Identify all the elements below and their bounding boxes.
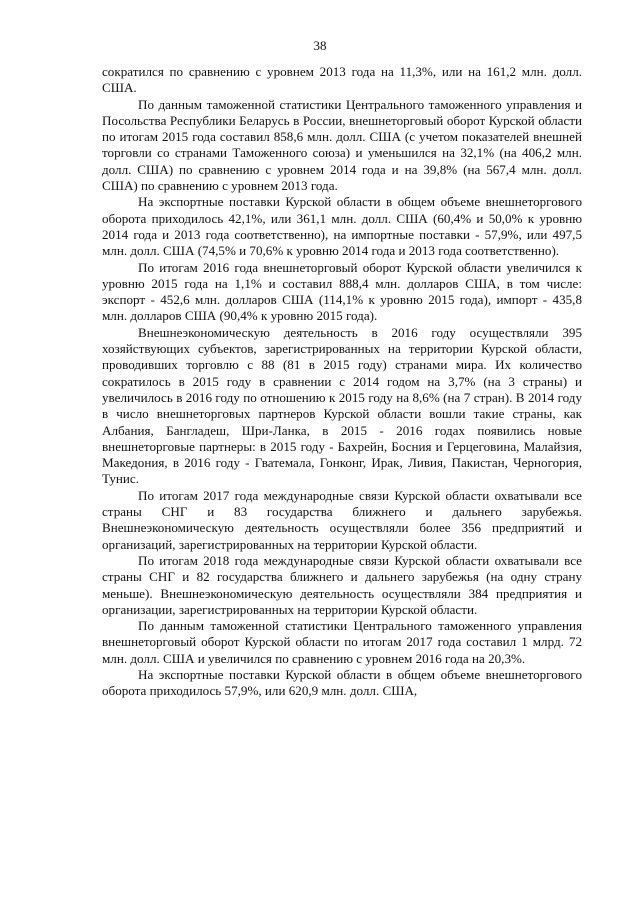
paragraph-trade-turnover-2015: По данным таможенной статистики Центрального таможенного управления и Посольства Республики Беларусь в России, внешнеторговый оборот Курской области по итогам 2015 года составил 858,6 млн. долл. США (с учетом показателей внешней торговли со странами Таможенного союза) и уменьшился на 32,1% (на 406,2 млн. долл. США) по сравнению с уровнем 2014 года и на 39,8% (на 567,4 млн. долл. США) по сравнению с уровнем 2013 года. <box>102 96 582 194</box>
paragraph-international-relations-2018: По итогам 2018 года международные связи Курской области охватывали все страны СНГ и 82 государства ближнего и дальнего зарубежья (на одну страну меньше). Внешнеэкономическую деятельность осуществляли 384 предприятия и организации, зарегистрированных на территории Курской области. <box>102 552 582 617</box>
paragraph-export-import-2015: На экспортные поставки Курской области в общем объеме внешнеторгового оборота приходилось 42,1%, или 361,1 млн. долл. США (60,4% и 50,0% к уровню 2014 года и 2013 года соответственно), на импортные поставки - 57,9%, или 497,5 млн. долл. США (74,5% и 70,6% к уровню 2014 года и 2013 года соответственно). <box>102 194 582 259</box>
document-body <box>102 64 582 700</box>
paragraph-export-share-2017: На экспортные поставки Курской области в общем объеме внешнеторгового оборота приходилось 57,9%, или 620,9 млн. долл. США, <box>102 666 582 699</box>
paragraph-foreign-economic-activity-2016: Внешнеэкономическую деятельность в 2016 году осуществляли 395 хозяйствующих субъектов, зарегистрированных на территории Курской области, проводивших торговлю с 88 (81 в 2015 году) странами мира. Их количество сократилось в 2015 году в сравнении с 2014 годом на 3,7% (на 3 страны) и увеличилось в 2016 году по отношению к 2015 году на 8,6% (на 7 стран). В 2014 году в число внешнеторговых партнеров Курской области вошли такие страны, как Албания, Бангладеш, Шри-Ланка, в 2015 - 2016 годах появились новые внешнеторговые партнеры: в 2015 году - Бахрейн, Босния и Герцеговина, Малайзия, Македония, в 2016 году - Гватемала, Гонконг, Ирак, Ливия, Пакистан, Черногория, Тунис. <box>102 324 582 487</box>
paragraph-continuation: сократился по сравнению с уровнем 2013 года на 11,3%, или на 161,2 млн. долл. США. <box>102 64 582 96</box>
paragraph-international-relations-2017: По итогам 2017 года международные связи Курской области охватывали все страны СНГ и 83 государства ближнего и дальнего зарубежья. Внешнеэкономическую деятельность осуществляли более 356 предприятий и организаций, зарегистрированных на территории Курской области. <box>102 487 582 552</box>
page-number: 38 <box>313 38 327 53</box>
paragraph-trade-turnover-2016: По итогам 2016 года внешнеторговый оборот Курской области увеличился к уровню 2015 года на 1,1% и составил 888,4 млн. долларов США, в том числе: экспорт - 452,6 млн. долларов США (114,1% к уровню 2015 года), импорт - 435,8 млн. долларов США (90,4% к уровню 2015 года). <box>102 259 582 324</box>
paragraph-trade-turnover-2017: По данным таможенной статистики Центрального таможенного управления внешнеторговый оборот Курской области по итогам 2017 года составил 1 млрд. 72 млн. долл. США и увеличился по сравнению с уровнем 2016 года на 20,3%. <box>102 618 582 666</box>
